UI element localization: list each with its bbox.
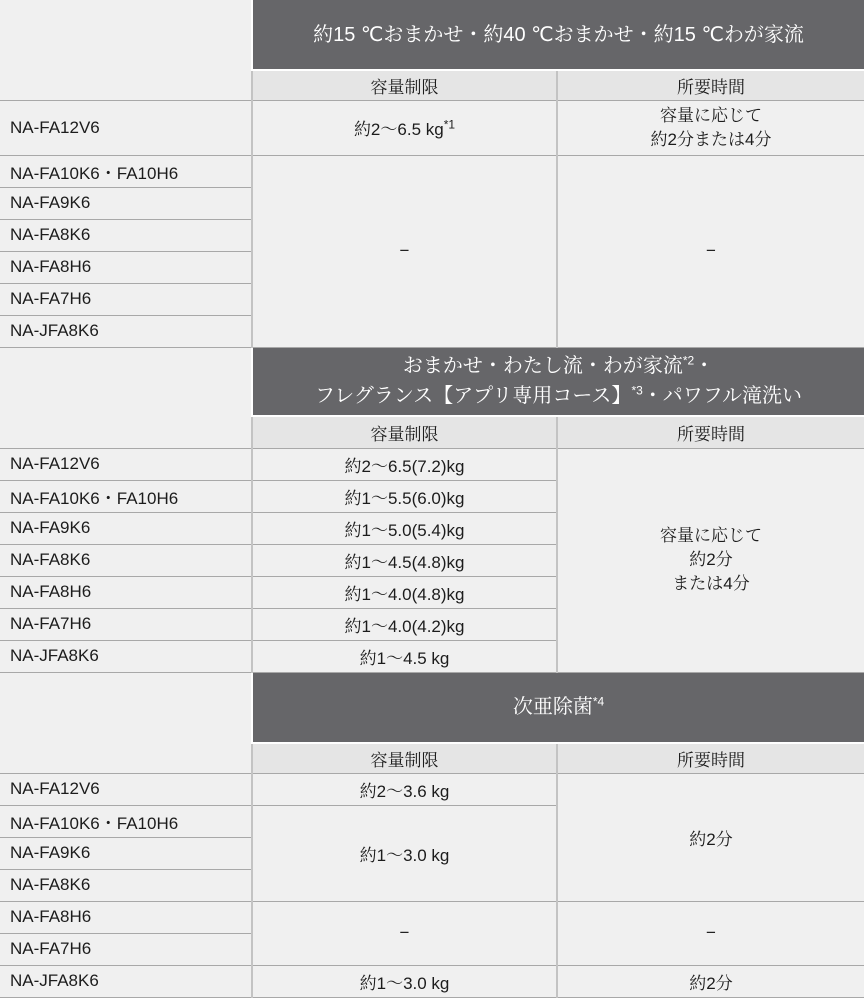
time-line: 容量に応じて bbox=[660, 526, 762, 545]
time-cell-merged: 約2分 bbox=[557, 773, 864, 901]
time-line: または4分 bbox=[672, 574, 750, 593]
capacity-cell: 約1～4.5(4.8)kg bbox=[252, 544, 557, 576]
column-header-capacity-1: 容量制限 bbox=[252, 70, 557, 100]
capacity-cell: 約1～5.5(6.0)kg bbox=[252, 480, 557, 512]
model-cell: NA-FA12V6 bbox=[0, 448, 252, 480]
model-cell: NA-FA8K6 bbox=[0, 544, 252, 576]
time-cell-merged: − bbox=[557, 155, 864, 347]
time-cell-merged: − bbox=[557, 901, 864, 965]
column-header-time-3: 所要時間 bbox=[557, 743, 864, 773]
model-cell: NA-FA8K6 bbox=[0, 219, 252, 251]
model-cell: NA-FA8K6 bbox=[0, 869, 252, 901]
model-cell: NA-FA8H6 bbox=[0, 251, 252, 283]
footnote-marker-2: *2 bbox=[682, 353, 695, 368]
time-cell: 約2分 bbox=[557, 965, 864, 997]
model-cell: NA-FA7H6 bbox=[0, 933, 252, 965]
section2-title-text2: フレグランス【アプリ専用コース】 bbox=[315, 385, 632, 408]
capacity-cell: 約1～4.5 kg bbox=[252, 640, 557, 672]
section1-title: 約15 ℃おまかせ・約40 ℃おまかせ・約15 ℃わが家流 bbox=[313, 23, 804, 46]
corner-blank-2 bbox=[0, 347, 252, 448]
model-cell: NA-JFA8K6 bbox=[0, 315, 252, 347]
capacity-cell: 約1～5.0(5.4)kg bbox=[252, 512, 557, 544]
model-cell: NA-FA7H6 bbox=[0, 608, 252, 640]
model-cell: NA-FA12V6 bbox=[0, 773, 252, 805]
section3-title-cell bbox=[252, 672, 864, 743]
column-header-capacity-2: 容量制限 bbox=[252, 416, 557, 448]
capacity-cell-merged: − bbox=[252, 901, 557, 965]
section2-title-line2 bbox=[253, 381, 864, 411]
footnote-marker-3: *3 bbox=[631, 383, 643, 398]
model-cell: NA-FA9K6 bbox=[0, 187, 252, 219]
section2-title-line1 bbox=[253, 351, 864, 381]
model-cell: NA-FA8H6 bbox=[0, 901, 252, 933]
model-cell: NA-FA10K6・FA10H6 bbox=[0, 480, 252, 512]
column-header-time-2: 所要時間 bbox=[557, 416, 864, 448]
capacity-cell: 約1～4.0(4.2)kg bbox=[252, 608, 557, 640]
column-header-capacity-3: 容量制限 bbox=[252, 743, 557, 773]
time-cell-merged bbox=[557, 448, 864, 672]
capacity-cell: 約1～4.0(4.8)kg bbox=[252, 576, 557, 608]
corner-blank-1 bbox=[0, 0, 252, 100]
section2-title-tail2: ・パワフル滝洗い bbox=[642, 385, 802, 408]
capacity-cell: 約2～6.5(7.2)kg bbox=[252, 448, 557, 480]
model-cell: NA-FA12V6 bbox=[0, 100, 252, 155]
capacity-cell bbox=[252, 100, 557, 155]
section1-title-cell bbox=[252, 0, 864, 70]
column-header-time-1: 所要時間 bbox=[557, 70, 864, 100]
footnote-marker-1: *1 bbox=[443, 117, 456, 132]
model-cell: NA-JFA8K6 bbox=[0, 640, 252, 672]
model-cell: NA-FA8H6 bbox=[0, 576, 252, 608]
model-cell: NA-FA10K6・FA10H6 bbox=[0, 155, 252, 187]
time-line: 容量に応じて bbox=[660, 105, 762, 125]
time-line: 約2分または4分 bbox=[650, 129, 772, 149]
capacity-cell: 約1～3.0 kg bbox=[252, 965, 557, 997]
capacity-cell-merged: − bbox=[252, 155, 557, 347]
time-line: 約2分 bbox=[689, 550, 733, 569]
model-cell: NA-FA9K6 bbox=[0, 512, 252, 544]
section2-title-cell bbox=[252, 347, 864, 416]
time-cell bbox=[557, 100, 864, 155]
model-cell: NA-FA10K6・FA10H6 bbox=[0, 805, 252, 837]
corner-blank-3 bbox=[0, 672, 252, 773]
capacity-cell-merged: 約1～3.0 kg bbox=[252, 805, 557, 901]
section2-title-text1: おまかせ・わたし流・わが家流 bbox=[402, 355, 683, 378]
model-cell: NA-FA7H6 bbox=[0, 283, 252, 315]
model-cell: NA-JFA8K6 bbox=[0, 965, 252, 997]
section3-title: 次亜除菌 bbox=[512, 696, 593, 719]
capacity-cell: 約2～3.6 kg bbox=[252, 773, 557, 805]
section2-title-tail1: ・ bbox=[694, 355, 715, 378]
capacity-text: 約2～6.5 kg bbox=[353, 120, 444, 139]
model-cell: NA-FA9K6 bbox=[0, 837, 252, 869]
footnote-marker-4: *4 bbox=[592, 694, 605, 709]
